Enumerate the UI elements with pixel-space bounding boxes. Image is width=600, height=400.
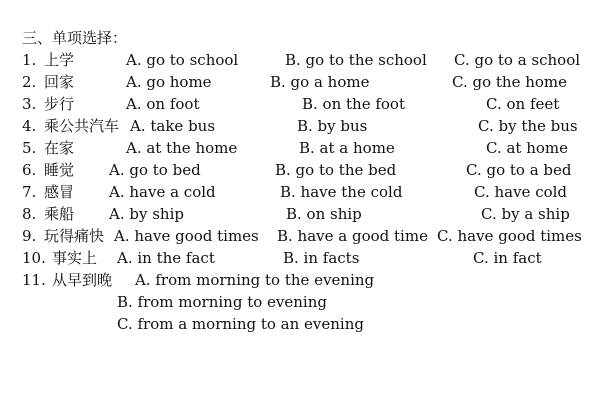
- option-b[interactable]: B. in facts: [283, 249, 360, 267]
- question-number: 10.: [22, 249, 46, 267]
- question-chinese: 睡觉: [44, 161, 75, 179]
- question-number: 4.: [22, 117, 37, 135]
- option-b[interactable]: B. have the cold: [280, 183, 403, 201]
- option-a[interactable]: A. go to school: [126, 51, 239, 69]
- question-number: 3.: [22, 95, 37, 113]
- option-a[interactable]: A. take bus: [130, 117, 216, 135]
- option-b[interactable]: B. have a good time: [277, 227, 428, 245]
- option-c[interactable]: C. go the home: [452, 73, 568, 91]
- question-number: 9.: [22, 227, 37, 245]
- option-c[interactable]: C. go to a school: [454, 51, 581, 69]
- option-a[interactable]: A. from morning to the evening: [135, 271, 375, 289]
- section-title: 三、单项选择：: [22, 29, 128, 47]
- option-a[interactable]: A. go to bed: [109, 161, 201, 179]
- option-c[interactable]: C. on feet: [486, 95, 560, 113]
- option-b[interactable]: B. on the foot: [302, 95, 405, 113]
- option-a[interactable]: A. have a cold: [109, 183, 216, 201]
- question-number: 8.: [22, 205, 37, 223]
- option-a[interactable]: A. by ship: [109, 205, 184, 223]
- question-number: 5.: [22, 139, 37, 157]
- option-b[interactable]: B. by bus: [297, 117, 368, 135]
- question-chinese: 回家: [44, 73, 75, 91]
- option-a[interactable]: A. in the fact: [117, 249, 215, 267]
- question-chinese: 步行: [44, 95, 75, 113]
- option-c[interactable]: C. in fact: [473, 249, 542, 267]
- question-chinese: 乘船: [44, 205, 75, 223]
- option-b[interactable]: B. from morning to evening: [117, 293, 327, 311]
- option-a[interactable]: A. on foot: [126, 95, 200, 113]
- question-number: 7.: [22, 183, 37, 201]
- option-c[interactable]: C. from a morning to an evening: [117, 315, 364, 333]
- question-chinese: 乘公共汽车: [44, 117, 120, 135]
- option-b[interactable]: B. go to the school: [285, 51, 427, 69]
- option-b[interactable]: B. go to the bed: [275, 161, 397, 179]
- question-chinese: 感冒: [44, 183, 75, 201]
- question-chinese: 事实上: [52, 249, 98, 267]
- option-c[interactable]: C. go to a bed: [466, 161, 572, 179]
- option-c[interactable]: C. by the bus: [478, 117, 578, 135]
- option-b[interactable]: B. on ship: [286, 205, 362, 223]
- question-chinese: 玩得痛快: [44, 227, 105, 245]
- question-chinese: 上学: [44, 51, 75, 69]
- option-c[interactable]: C. by a ship: [481, 205, 570, 223]
- option-b[interactable]: B. go a home: [270, 73, 370, 91]
- question-number: 2.: [22, 73, 37, 91]
- option-b[interactable]: B. at a home: [299, 139, 395, 157]
- option-a[interactable]: A. at the home: [126, 139, 238, 157]
- question-chinese: 从早到晚: [52, 271, 113, 289]
- option-a[interactable]: A. have good times: [114, 227, 259, 245]
- question-number: 1.: [22, 51, 37, 69]
- option-c[interactable]: C. have cold: [474, 183, 568, 201]
- question-number: 6.: [22, 161, 37, 179]
- question-number: 11.: [22, 271, 46, 289]
- option-a[interactable]: A. go home: [126, 73, 212, 91]
- option-c[interactable]: C. have good times: [437, 227, 582, 245]
- option-c[interactable]: C. at home: [486, 139, 569, 157]
- question-chinese: 在家: [44, 139, 75, 157]
